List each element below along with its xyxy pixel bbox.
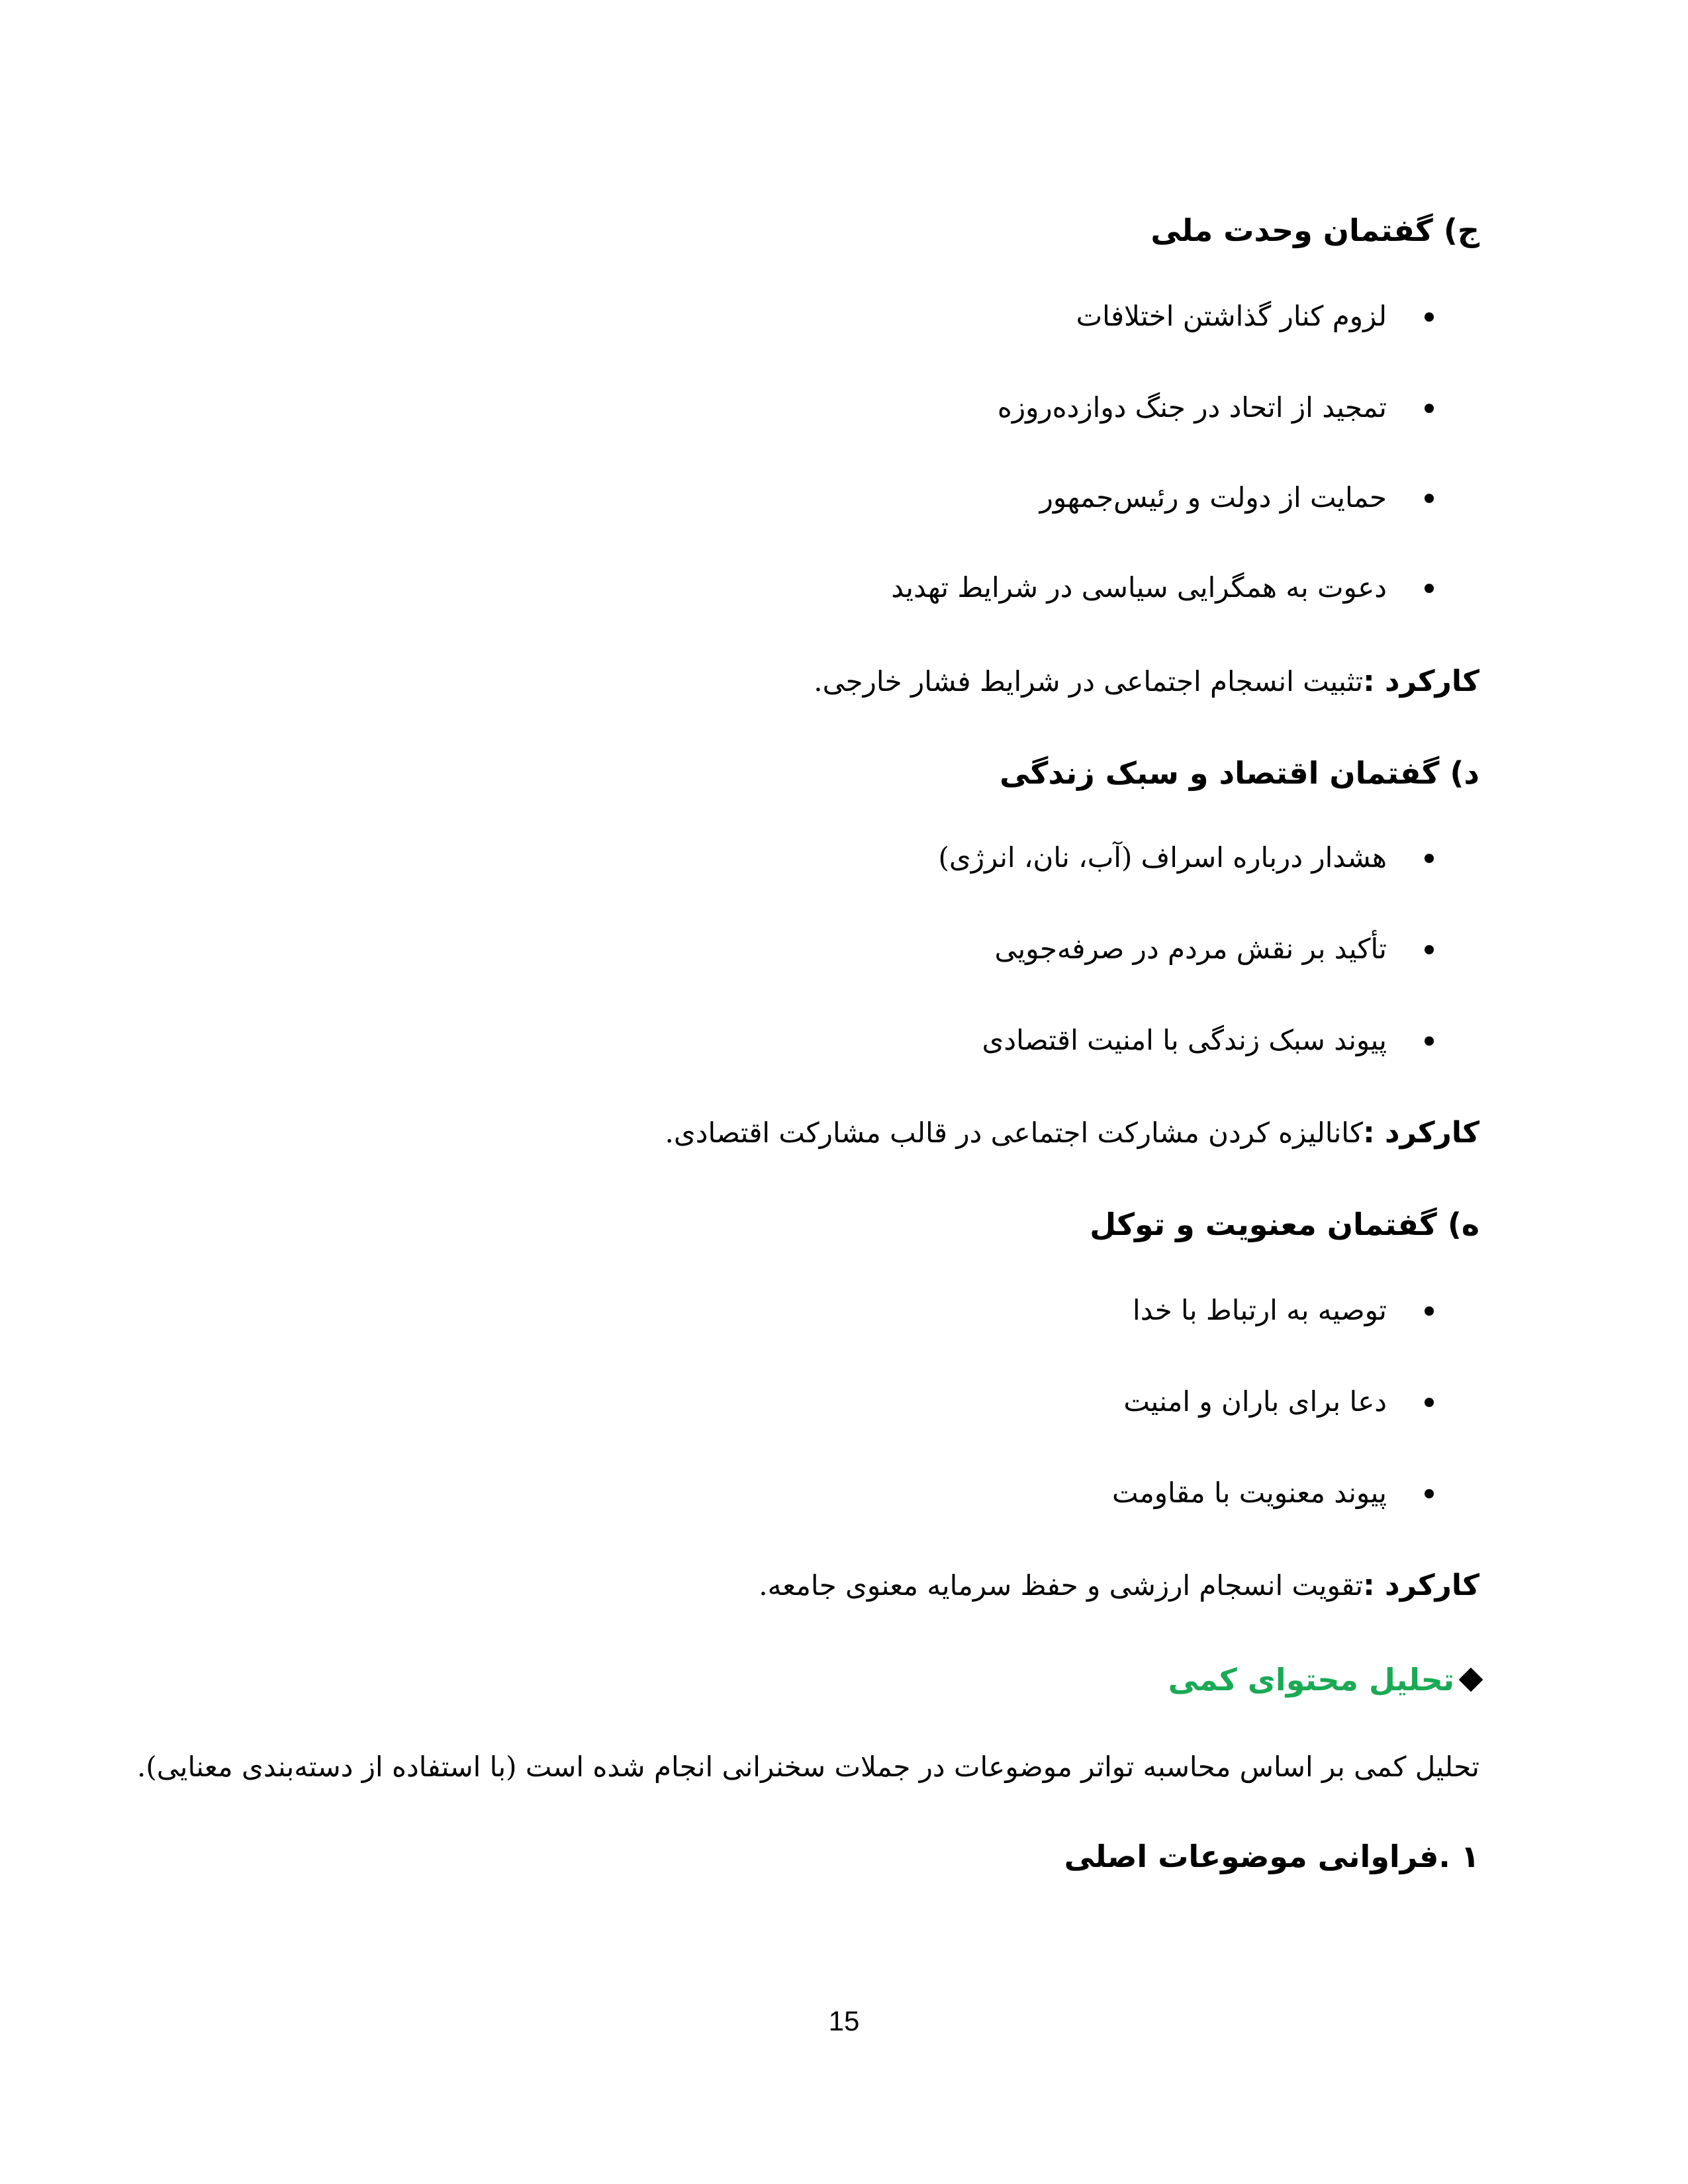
function-paragraph — [814, 662, 1479, 702]
list-item — [0, 388, 1688, 428]
section-heading-economy-lifestyle: د) گفتمان اقتصاد و سبک زندگی — [1000, 755, 1479, 791]
list-item-text: تمجید از اتحاد در جنگ دوازده‌روزه — [997, 391, 1387, 424]
bullet-icon — [1425, 404, 1434, 413]
quantitative-intro: تحلیل کمی بر اساس محاسبه تواتر موضوعات در جملات سخنرانی انجام شده است (با استفاده از دسته‌بندی معنایی). — [137, 1751, 1479, 1783]
bullet-icon — [1425, 494, 1434, 503]
function-paragraph — [665, 1113, 1479, 1153]
bullet-icon — [1425, 584, 1434, 593]
bullet-icon — [1425, 1306, 1434, 1316]
quantitative-title-text: تحلیل محتوای کمی — [1168, 1662, 1454, 1698]
list-item-text: تأکید بر نقش مردم در صرفه‌جویی — [994, 933, 1387, 965]
function-label: کارکرد : — [1363, 664, 1479, 698]
list-item — [0, 1382, 1688, 1422]
bullet-icon — [1425, 1036, 1434, 1046]
list-item-text: دعوت به همگرایی سیاسی در شرایط تهدید — [891, 571, 1387, 604]
function-text: تقویت انسجام ارزشی و حفظ سرمایه معنوی جامعه. — [759, 1569, 1364, 1602]
list-item — [0, 838, 1688, 878]
bullet-icon — [1425, 312, 1434, 322]
bullet-icon — [1425, 945, 1434, 954]
diamond-bullet-icon — [1459, 1667, 1483, 1692]
page-number: 15 — [828, 2005, 860, 2036]
function-label: کارکرد : — [1363, 1116, 1479, 1150]
list-item-text: لزوم کنار گذاشتن اختلافات — [1076, 300, 1387, 332]
function-text: کانالیزه کردن مشارکت اجتماعی در قالب مشارکت اقتصادی. — [665, 1116, 1364, 1149]
list-item — [0, 1473, 1688, 1513]
list-item-text: پیوند معنویت با مقاومت — [1112, 1477, 1387, 1509]
list-item-text: پیوند سبک زندگی با امنیت اقتصادی — [982, 1024, 1387, 1056]
list-item-text: توصیه به ارتباط با خدا — [1133, 1294, 1387, 1326]
function-paragraph — [759, 1566, 1479, 1606]
function-text: تثبیت انسجام اجتماعی در شرایط فشار خارجی. — [814, 665, 1364, 698]
bullet-icon — [1425, 854, 1434, 863]
list-item — [0, 478, 1688, 518]
list-item — [0, 1021, 1688, 1060]
list-item — [0, 296, 1688, 336]
list-item-text: هشدار درباره اسراف (آب، نان، انرژی) — [938, 841, 1387, 874]
list-item — [0, 568, 1688, 608]
list-item — [0, 1291, 1688, 1330]
section-heading-spirituality: ه) گفتمان معنویت و توکل — [1090, 1206, 1479, 1242]
bullet-icon — [1425, 1398, 1434, 1407]
list-item-text: حمایت از دولت و رئیس‌جمهور — [1039, 481, 1387, 514]
subheading-main-topics-frequency: ۱ .فراوانی موضوعات اصلی — [1064, 1839, 1479, 1874]
list-item — [0, 929, 1688, 969]
section-heading-national-unity: ج) گفتمان وحدت ملی — [1150, 212, 1479, 248]
function-label: کارکرد : — [1363, 1569, 1479, 1602]
quantitative-analysis-title — [1168, 1660, 1479, 1700]
bullet-icon — [1425, 1489, 1434, 1498]
list-item-text: دعا برای باران و امنیت — [1123, 1385, 1387, 1418]
